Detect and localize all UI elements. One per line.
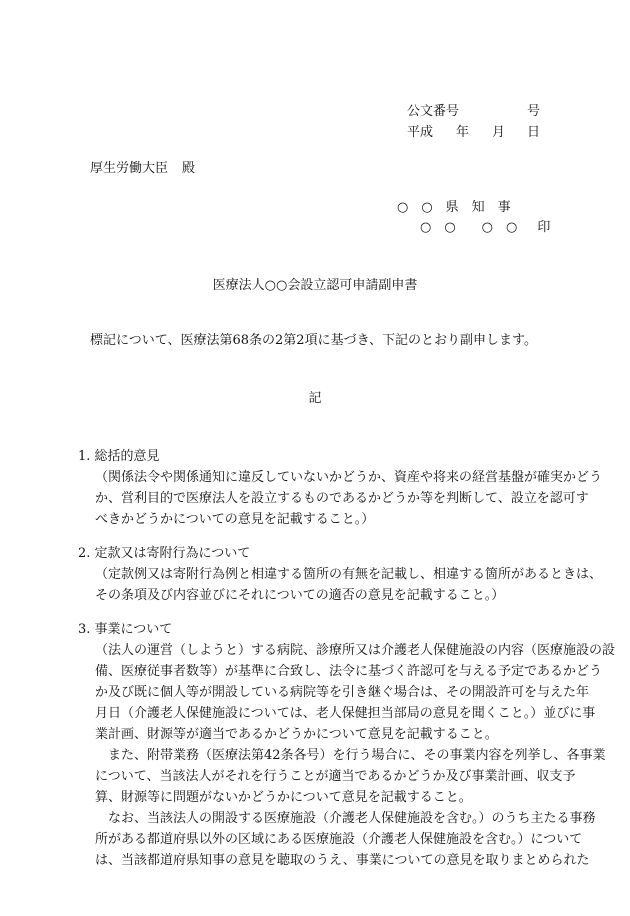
section-line: か、営利目的で医療法人を設立するものであるかどうか等を判断して、設立を認可す	[95, 491, 589, 506]
section-line: べきかどうかについての意見を記載すること。）	[95, 512, 375, 527]
doc-number-row	[0, 101, 630, 122]
date-year: 年	[456, 125, 470, 140]
date-day: 日	[527, 125, 541, 140]
section-line: か及び既に個人等が開設している病院等を引き継ぐ場合は、その開設許可を与えた年	[95, 685, 590, 700]
section-heading: 2. 定款又は寄附行為について	[78, 546, 251, 561]
sender-title-row	[0, 197, 630, 217]
section-line: について、当該法人がそれを行うことが適当であるかどうか及び事業計画、収支予	[95, 769, 576, 784]
section-line: （定款例又は寄附行為例と相違する箇所の有無を記載し、相違する箇所があるときは、	[95, 567, 603, 582]
section-heading: 1. 総括的意見	[78, 449, 160, 464]
sender-name: ○ ○ ○ ○	[420, 220, 518, 235]
section-line: 備、医療従事者数等）が基準に合致し、法令に基づく許認可を与える予定であるかどう	[95, 664, 603, 679]
section-2	[0, 543, 630, 606]
section-line: 所がある都道府県以外の区域にある医療施設（介護老人保健施設を含む。）について	[95, 832, 583, 847]
section-3	[0, 619, 630, 871]
date-era: 平成	[407, 125, 434, 140]
section-line: なお、当該法人の開設する医療施設（介護老人保健施設を含む。）のうち主たる事務	[95, 811, 596, 826]
honorific: 殿	[182, 161, 196, 176]
section-line: 月日（介護老人保健施設については、老人保健担当部局の意見を聞くこと。）並びに事	[95, 706, 596, 721]
section-line: また、附帯業務（医療法第42条各号）を行う場合に、その事業内容を列挙し、各事業	[95, 748, 606, 763]
sender-name-row	[0, 217, 630, 238]
section-line: 業計画、財源等が適当であるかどうかについて意見を記載すること。	[95, 727, 498, 742]
document-title: 医療法人○○会設立認可申請副申書	[212, 278, 418, 293]
ki-heading: 記	[308, 391, 322, 406]
section-line: （関係法令や関係通知に違反していないかどうか、資産や将来の経営基盤が確実かどう	[95, 470, 603, 485]
section-heading: 3. 事業について	[78, 622, 173, 637]
doc-number-suffix: 号	[527, 104, 541, 119]
addressee-row	[0, 158, 630, 179]
date-row	[0, 122, 630, 143]
section-1	[0, 446, 630, 530]
addressee: 厚生労働大臣	[90, 161, 169, 176]
section-line: （法人の運営（しようと）する病院、診療所又は介護老人保健施設の内容（医療施設の設	[95, 643, 616, 658]
sender-title: ○ ○ 県 知 事	[397, 200, 511, 215]
section-line: 算、財源等に問題がないかどうかについて意見を記載すること。	[95, 790, 472, 805]
date-month: 月	[492, 125, 506, 140]
seal-mark: 印	[537, 220, 551, 235]
intro-text: 標記について、医療法第68条の2第2項に基づき、下記のとおり副申します。	[90, 333, 538, 348]
section-line: は、当該都道府県知事の意見を聴取のうえ、事業についての意見を取りまとめられた	[95, 853, 590, 868]
doc-number-label: 公文番号	[407, 104, 460, 119]
section-line: その条項及び内容並びにそれについての適否の意見を記載すること。）	[95, 588, 505, 603]
